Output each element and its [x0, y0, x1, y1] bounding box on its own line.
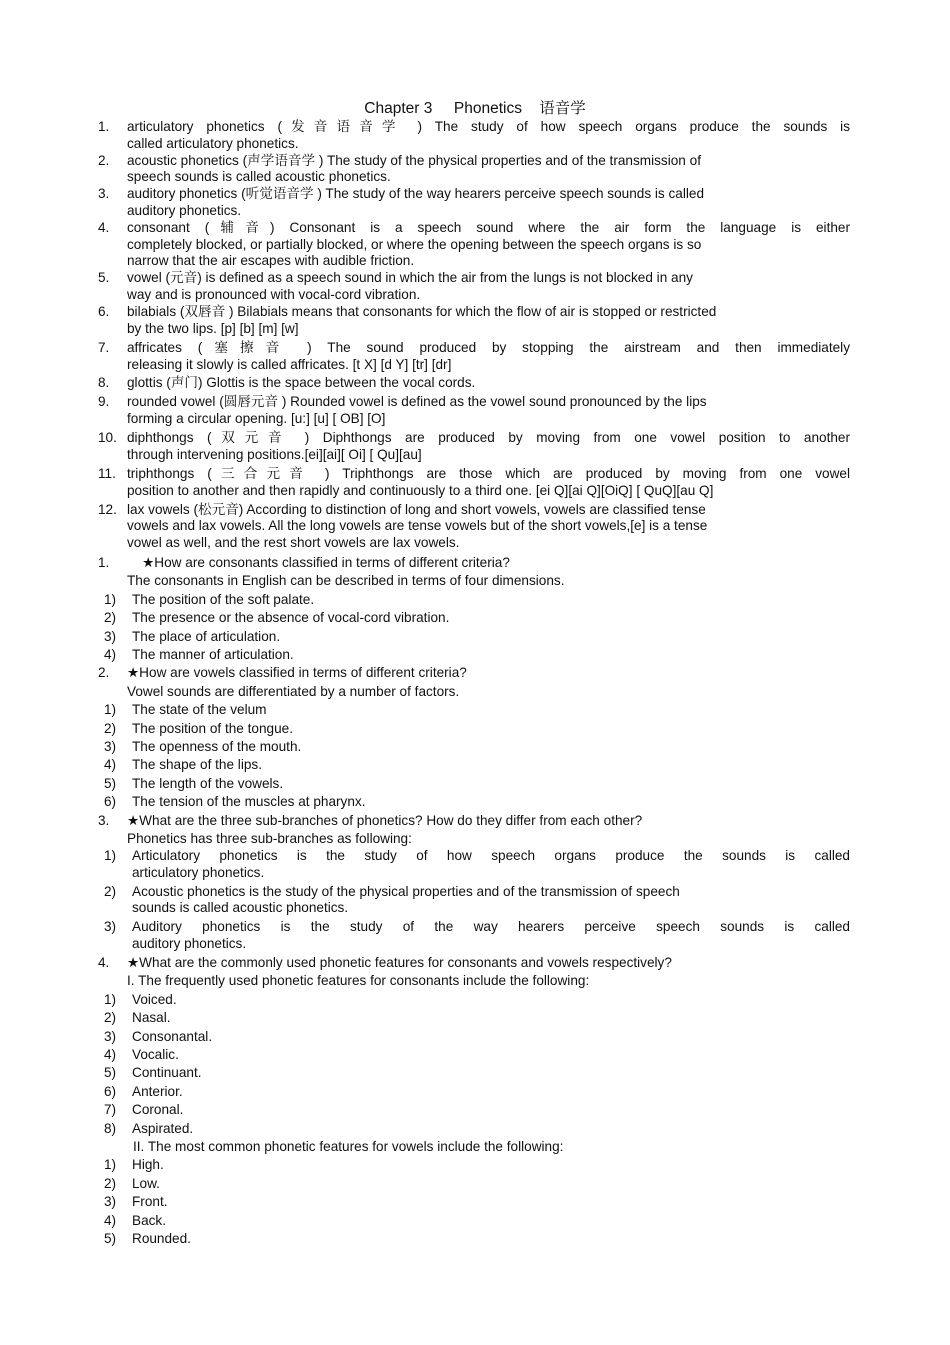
answer-item: [98, 1175, 850, 1193]
definition-item: [98, 340, 850, 374]
answer-line: The position of the soft palate.: [132, 591, 315, 607]
definition-item: [98, 394, 850, 428]
answer-number: 3): [104, 918, 117, 934]
answer-line: Back.: [132, 1212, 166, 1228]
answer-line: articulatory phonetics.: [132, 865, 265, 881]
answer-number: 5): [104, 775, 117, 791]
definition-line: by the two lips. [p] [b] [m] [w]: [127, 320, 299, 336]
answer-item: [98, 919, 850, 954]
answer-item: [98, 701, 850, 719]
answer-item: [98, 646, 850, 664]
answer-line: The length of the vowels.: [132, 775, 284, 791]
answer-item: [98, 848, 850, 883]
answer-number: 4): [104, 757, 117, 773]
answer-line: The manner of articulation.: [132, 646, 294, 662]
answer-item: [98, 775, 850, 793]
answer-number: 2): [104, 720, 117, 736]
answer-item: [98, 609, 850, 627]
answer-number: 6): [104, 794, 117, 810]
definition-line: called articulatory phonetics.: [127, 135, 299, 151]
answer-number: 1): [104, 702, 117, 718]
answer-line: Voiced.: [132, 991, 177, 1007]
definition-item: [98, 220, 850, 270]
answer-line: High.: [132, 1157, 164, 1173]
definition-line: vowel as well, and the rest short vowels are lax vowels.: [127, 535, 460, 551]
definition-line: lax vowels (松元音) According to distinction of long and short vowels, vowels are classified tense: [127, 501, 706, 517]
answer-line: Front.: [132, 1194, 168, 1210]
question-item: [98, 664, 850, 682]
answer-number: 3): [104, 1028, 117, 1044]
definition-item: [98, 270, 850, 304]
answer-intro: Vowel sounds are differentiated by a number of factors.: [127, 683, 460, 699]
answer-number: 1): [104, 848, 117, 864]
definition-number: 10.: [98, 430, 117, 446]
answer-number: 1): [104, 1157, 117, 1173]
answer-line: Articulatory phonetics is the study of how speech organs produce the sounds is called: [132, 848, 850, 864]
definition-line: articulatory phonetics (发音语音学 ) The study of how speech organs produce the sounds is: [127, 119, 850, 134]
answer-intro: Phonetics has three sub-branches as following:: [127, 831, 412, 847]
definition-item: [98, 153, 850, 187]
answer-number: 8): [104, 1120, 117, 1136]
question-number: 4.: [98, 954, 110, 970]
definition-line: rounded vowel (圆唇元音 ) Rounded vowel is defined as the vowel sound pronounced by the lips: [127, 393, 707, 409]
answer-number: 3): [104, 738, 117, 754]
definition-item: [98, 119, 850, 153]
answer-number: 2): [104, 1010, 117, 1026]
answer-line: Auditory phonetics is the study of the way hearers perceive speech sounds is called: [132, 918, 850, 934]
answer-number: 1): [104, 991, 117, 1007]
page-title: Chapter 3 Phonetics 语音学: [364, 100, 586, 117]
answer-line: The state of the velum: [132, 702, 267, 718]
answer-number: 2): [104, 610, 117, 626]
question-text: ★What are the three sub-branches of phonetics? How do they differ from each other?: [127, 812, 643, 828]
question-text: ★How are consonants classified in terms of different criteria?: [127, 554, 510, 570]
answer-line: Anterior.: [132, 1083, 183, 1099]
definition-line: through intervening positions.[ei][ai][ Oi] [ Qu][au]: [127, 447, 422, 463]
answer-item: [98, 756, 850, 774]
definition-item: [98, 466, 850, 500]
answer-item: [98, 1064, 850, 1082]
definition-line: auditory phonetics.: [127, 202, 242, 218]
definition-item: [98, 186, 850, 220]
answer-intro: The consonants in English can be described in terms of four dimensions.: [127, 573, 565, 589]
definition-line: triphthongs (三合元音 ) Triphthongs are those which are produced by moving from one vowel: [127, 465, 850, 481]
answer-item: [98, 720, 850, 738]
definition-line: narrow that the air escapes with audible friction.: [127, 253, 415, 269]
answer-line: Low.: [132, 1175, 160, 1191]
question-item: [98, 954, 850, 972]
definition-line: bilabials (双唇音 ) Bilabials means that consonants for which the flow of air is stopped or restricted: [127, 303, 717, 319]
question-item: [98, 812, 850, 830]
definition-number: 5.: [98, 270, 110, 286]
answer-item: [98, 628, 850, 646]
answer-line: The presence or the absence of vocal-cord vibration.: [132, 610, 450, 626]
answer-number: 6): [104, 1083, 117, 1099]
question-text: ★How are vowels classified in terms of different criteria?: [127, 665, 467, 681]
answer-item: [98, 1193, 850, 1211]
answer-line: Rounded.: [132, 1231, 191, 1247]
answer-number: 3): [104, 1194, 117, 1210]
definition-line: position to another and then rapidly and continuously to a third one. [ei Q][ai Q][OiQ] [ QuQ][au Q]: [127, 482, 714, 498]
answer-line: Continuant.: [132, 1065, 202, 1081]
definition-number: 1.: [98, 119, 110, 134]
answer-line: The openness of the mouth.: [132, 738, 302, 754]
question-number: 1.: [98, 554, 110, 570]
answer-number: 5): [104, 1231, 117, 1247]
answer-item: [98, 1028, 850, 1046]
answer-line: The shape of the lips.: [132, 757, 262, 773]
answer-line: Coronal.: [132, 1102, 184, 1118]
answer-intro-vowels: II. The most common phonetic features for vowels include the following:: [133, 1139, 564, 1155]
answer-intro: I. The frequently used phonetic features for consonants include the following:: [127, 973, 590, 989]
answer-number: 4): [104, 646, 117, 662]
definition-line: acoustic phonetics (声学语音学 ) The study of the physical properties and of the transmission of: [127, 152, 701, 168]
answer-line: sounds is called acoustic phonetics.: [132, 900, 349, 916]
answer-item: [98, 1156, 850, 1174]
answer-number: 5): [104, 1065, 117, 1081]
definition-line: vowel (元音) is defined as a speech sound in which the air from the lungs is not blocked in any: [127, 270, 693, 286]
answer-line: Acoustic phonetics is the study of the physical properties and of the transmission of speech: [132, 883, 680, 899]
definition-number: 2.: [98, 152, 110, 168]
answer-item: [98, 1212, 850, 1230]
answer-line: The position of the tongue.: [132, 720, 293, 736]
definition-number: 11.: [98, 465, 116, 481]
question-text: ★What are the commonly used phonetic features for consonants and vowels respectively?: [127, 954, 672, 970]
answer-item: [98, 1120, 850, 1138]
definition-line: affricates (塞擦音 ) The sound produced by stopping the airstream and then immediately: [127, 340, 850, 356]
answer-number: 4): [104, 1047, 117, 1063]
answer-line: Vocalic.: [132, 1047, 179, 1063]
definition-line: auditory phonetics (听觉语音学 ) The study of the way hearers perceive speech sounds is called: [127, 186, 705, 202]
definition-line: vowels and lax vowels. All the long vowels are tense vowels but of the short vowels,[e] is a tense: [127, 518, 708, 534]
answer-item: [98, 591, 850, 609]
definition-number: 8.: [98, 374, 110, 390]
answer-line: auditory phonetics.: [132, 935, 247, 951]
definition-number: 6.: [98, 303, 110, 319]
definition-line: speech sounds is called acoustic phonetics.: [127, 169, 391, 185]
definition-line: diphthongs (双元音 ) Diphthongs are produced by moving from one vowel position to another: [127, 430, 850, 446]
answer-line: The tension of the muscles at pharynx.: [132, 794, 366, 810]
question-number: 3.: [98, 812, 110, 828]
definition-line: glottis (声门) Glottis is the space between the vocal cords.: [127, 374, 476, 390]
definition-number: 12.: [98, 501, 117, 517]
document-body: [98, 119, 850, 1248]
definition-number: 9.: [98, 393, 110, 409]
answer-number: 7): [104, 1102, 117, 1118]
answer-item: [98, 1083, 850, 1101]
answer-item: [98, 1230, 850, 1248]
definition-number: 7.: [98, 340, 110, 356]
answer-number: 1): [104, 591, 117, 607]
answer-line: Consonantal.: [132, 1028, 213, 1044]
answer-number: 3): [104, 628, 117, 644]
definition-line: way and is pronounced with vocal-cord vibration.: [127, 286, 421, 302]
answer-line: Nasal.: [132, 1010, 171, 1026]
answer-number: 2): [104, 883, 117, 899]
answer-number: 2): [104, 1175, 117, 1191]
answer-item: [98, 1046, 850, 1064]
answer-item: [98, 1009, 850, 1027]
answer-item: [98, 1101, 850, 1119]
definition-number: 3.: [98, 186, 110, 202]
answer-number: 4): [104, 1212, 117, 1228]
definition-line: completely blocked, or partially blocked, or where the opening between the speech organs is so: [127, 236, 702, 252]
answer-line: The place of articulation.: [132, 628, 281, 644]
definition-line: releasing it slowly is called affricates. [t X] [d Y] [tr] [dr]: [127, 357, 452, 373]
answer-line: Aspirated.: [132, 1120, 194, 1136]
definition-item: [98, 430, 850, 464]
definition-item: [98, 375, 850, 392]
answer-item: [98, 884, 850, 919]
definition-number: 4.: [98, 219, 110, 235]
question-item: [98, 554, 850, 572]
definition-item: [98, 304, 850, 338]
answer-item: [98, 738, 850, 756]
definition-item: [98, 502, 850, 552]
definition-line: consonant (辅音) Consonant is a speech sound where the air form the language is either: [127, 219, 850, 235]
question-number: 2.: [98, 665, 110, 681]
definition-line: forming a circular opening. [u:] [u] [ OB] [O]: [127, 410, 386, 426]
answer-item: [98, 991, 850, 1009]
answer-item: [98, 793, 850, 811]
